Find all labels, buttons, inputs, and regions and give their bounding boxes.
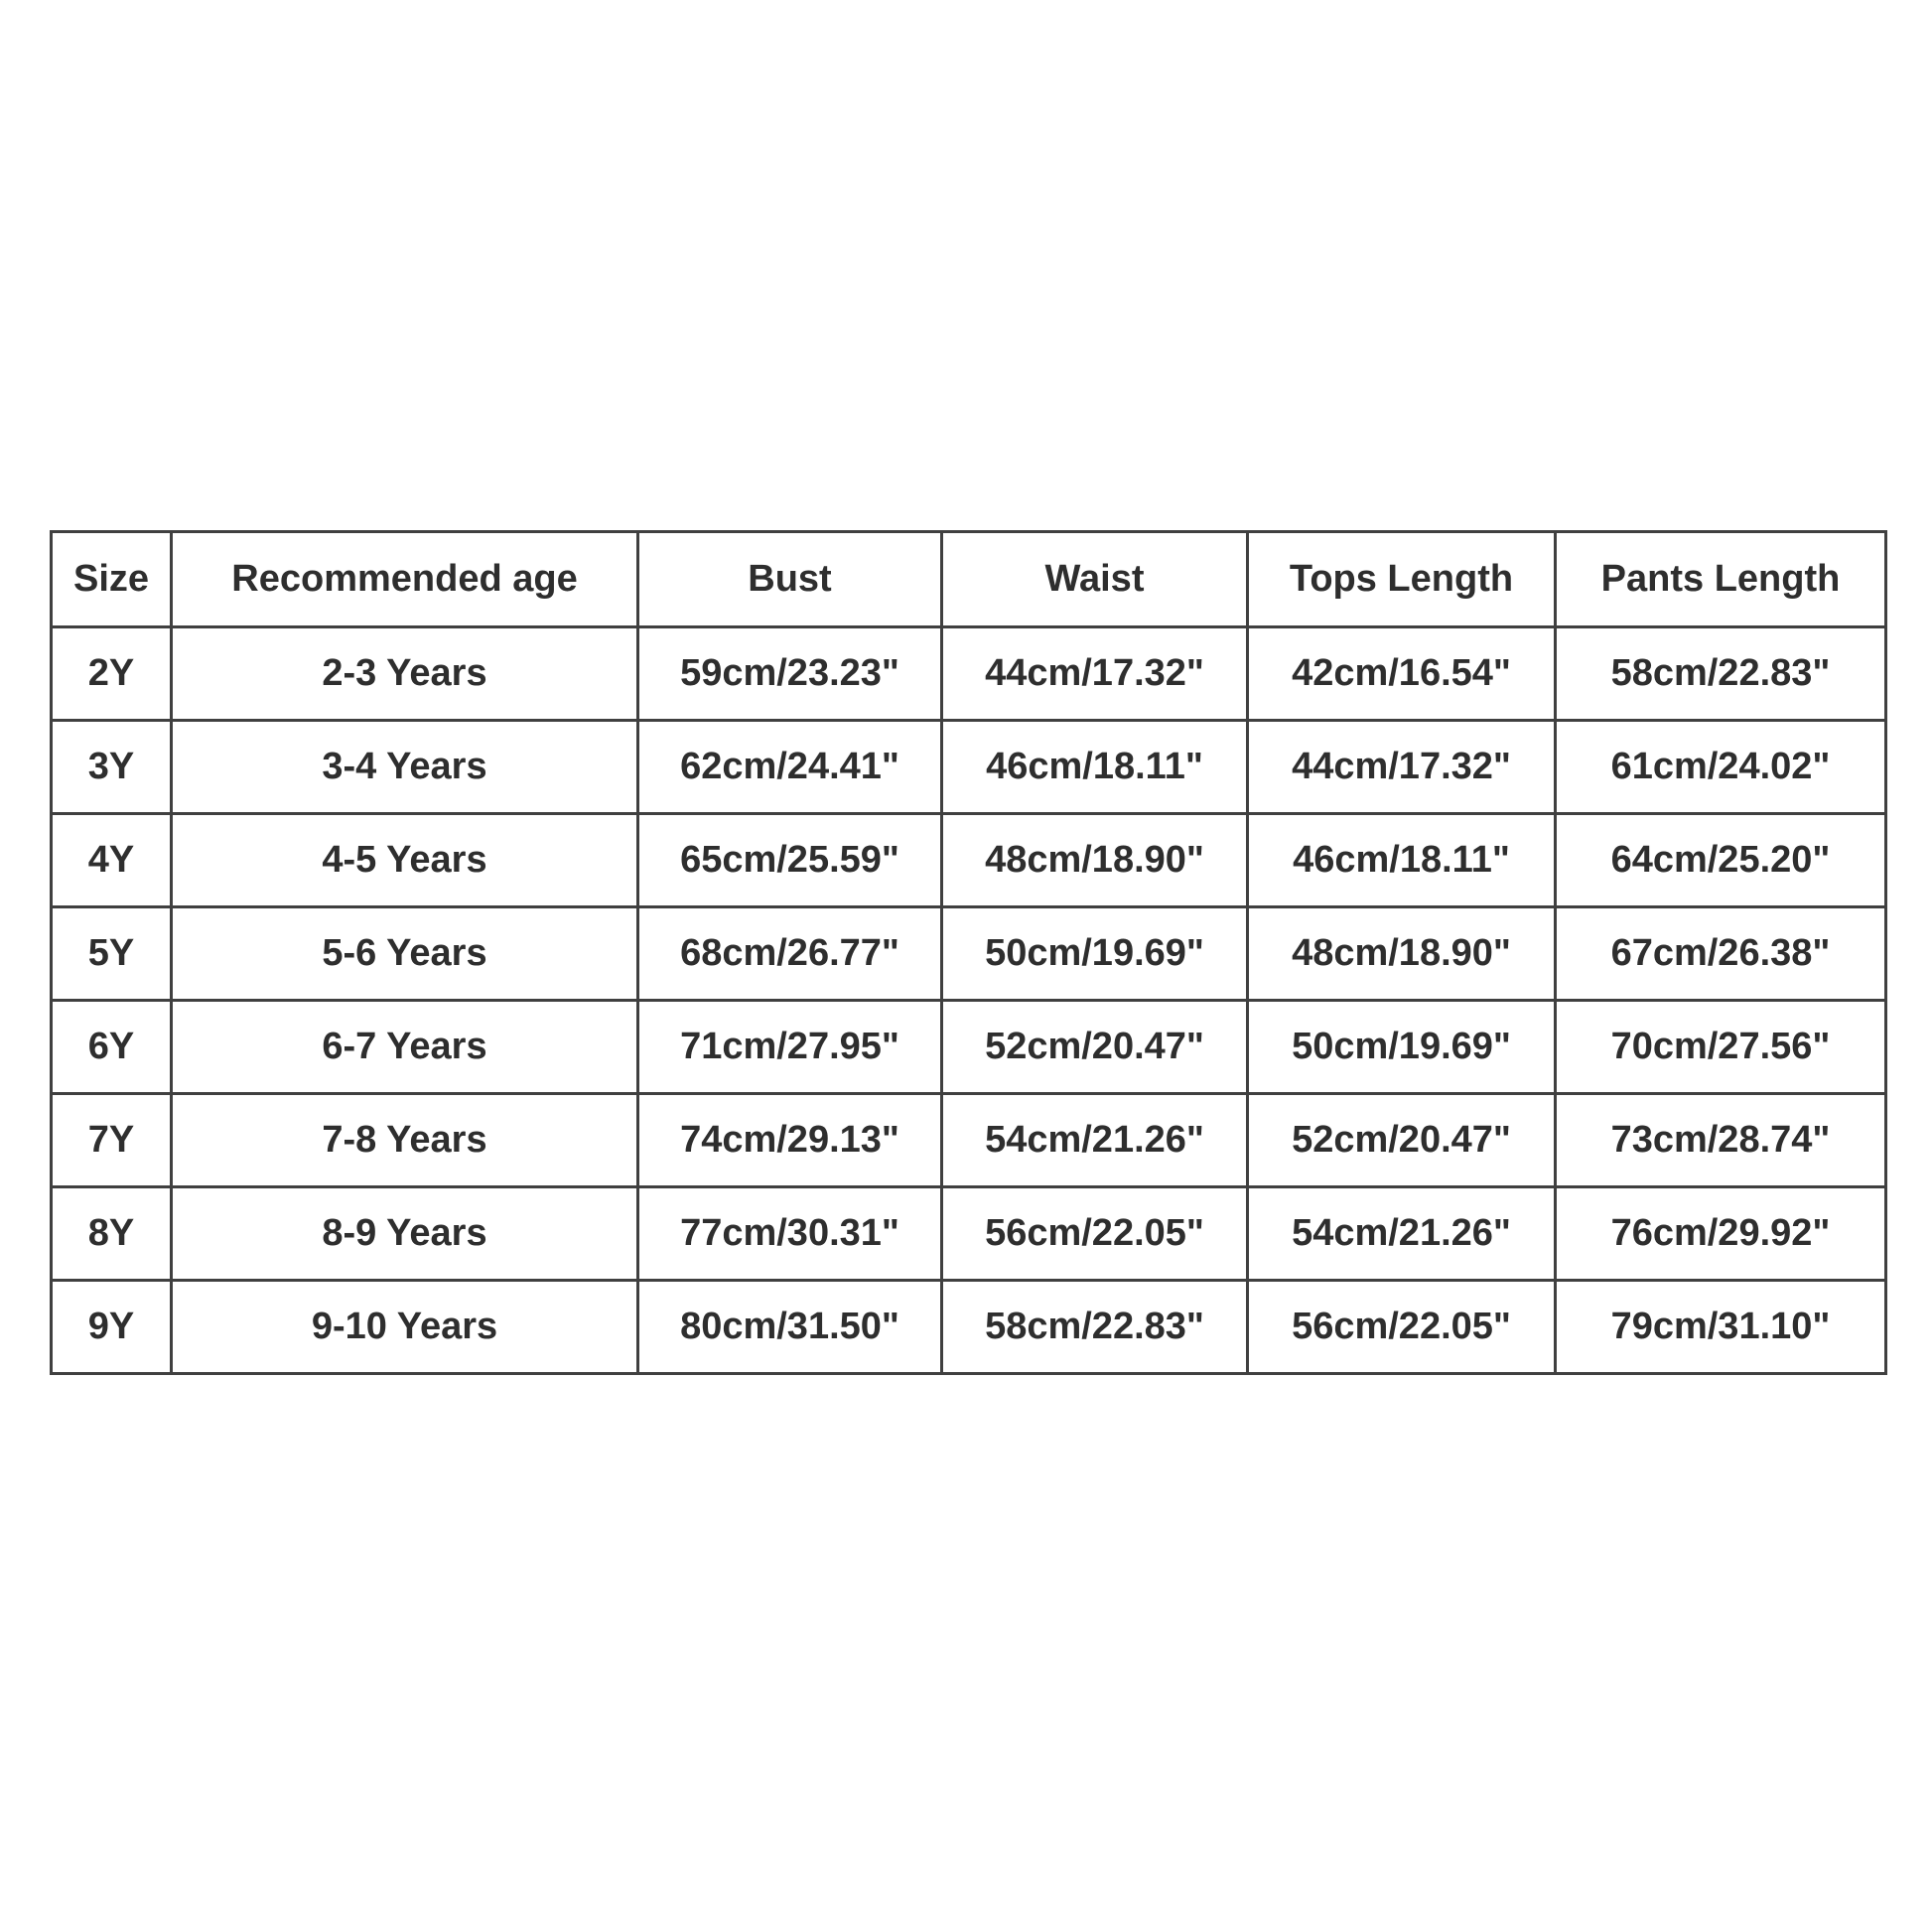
column-header-waist: Waist (942, 532, 1248, 627)
cell-size: 9Y (52, 1281, 172, 1374)
cell-tops-length: 42cm/16.54" (1248, 627, 1556, 721)
cell-recommended-age: 7-8 Years (172, 1094, 638, 1187)
cell-pants-length: 64cm/25.20" (1556, 814, 1886, 907)
cell-pants-length: 61cm/24.02" (1556, 721, 1886, 814)
cell-waist: 44cm/17.32" (942, 627, 1248, 721)
column-header-size: Size (52, 532, 172, 627)
column-header-bust: Bust (638, 532, 942, 627)
cell-waist: 48cm/18.90" (942, 814, 1248, 907)
cell-size: 8Y (52, 1187, 172, 1281)
cell-tops-length: 52cm/20.47" (1248, 1094, 1556, 1187)
cell-recommended-age: 5-6 Years (172, 907, 638, 1001)
cell-waist: 58cm/22.83" (942, 1281, 1248, 1374)
cell-recommended-age: 8-9 Years (172, 1187, 638, 1281)
cell-bust: 77cm/30.31" (638, 1187, 942, 1281)
column-header-pants-length: Pants Length (1556, 532, 1886, 627)
cell-recommended-age: 2-3 Years (172, 627, 638, 721)
cell-size: 3Y (52, 721, 172, 814)
cell-bust: 74cm/29.13" (638, 1094, 942, 1187)
cell-recommended-age: 9-10 Years (172, 1281, 638, 1374)
cell-bust: 65cm/25.59" (638, 814, 942, 907)
cell-pants-length: 76cm/29.92" (1556, 1187, 1886, 1281)
cell-recommended-age: 3-4 Years (172, 721, 638, 814)
cell-bust: 62cm/24.41" (638, 721, 942, 814)
cell-pants-length: 70cm/27.56" (1556, 1001, 1886, 1094)
cell-bust: 68cm/26.77" (638, 907, 942, 1001)
cell-bust: 80cm/31.50" (638, 1281, 942, 1374)
table-row (52, 1001, 1886, 1094)
cell-bust: 59cm/23.23" (638, 627, 942, 721)
table-row (52, 814, 1886, 907)
column-header-recommended-age: Recommended age (172, 532, 638, 627)
cell-recommended-age: 4-5 Years (172, 814, 638, 907)
cell-pants-length: 58cm/22.83" (1556, 627, 1886, 721)
cell-waist: 46cm/18.11" (942, 721, 1248, 814)
cell-pants-length: 67cm/26.38" (1556, 907, 1886, 1001)
cell-size: 2Y (52, 627, 172, 721)
cell-tops-length: 44cm/17.32" (1248, 721, 1556, 814)
cell-waist: 50cm/19.69" (942, 907, 1248, 1001)
cell-size: 6Y (52, 1001, 172, 1094)
table-row (52, 627, 1886, 721)
cell-recommended-age: 6-7 Years (172, 1001, 638, 1094)
table-row (52, 907, 1886, 1001)
cell-pants-length: 73cm/28.74" (1556, 1094, 1886, 1187)
cell-pants-length: 79cm/31.10" (1556, 1281, 1886, 1374)
cell-waist: 54cm/21.26" (942, 1094, 1248, 1187)
table-header-row (52, 532, 1886, 627)
cell-size: 5Y (52, 907, 172, 1001)
cell-bust: 71cm/27.95" (638, 1001, 942, 1094)
cell-size: 7Y (52, 1094, 172, 1187)
table-row (52, 1094, 1886, 1187)
cell-tops-length: 54cm/21.26" (1248, 1187, 1556, 1281)
cell-tops-length: 56cm/22.05" (1248, 1281, 1556, 1374)
table-row (52, 1187, 1886, 1281)
cell-size: 4Y (52, 814, 172, 907)
cell-tops-length: 46cm/18.11" (1248, 814, 1556, 907)
cell-waist: 52cm/20.47" (942, 1001, 1248, 1094)
size-chart-table (50, 530, 1887, 1375)
cell-waist: 56cm/22.05" (942, 1187, 1248, 1281)
cell-tops-length: 50cm/19.69" (1248, 1001, 1556, 1094)
cell-tops-length: 48cm/18.90" (1248, 907, 1556, 1001)
column-header-tops-length: Tops Length (1248, 532, 1556, 627)
table-row (52, 1281, 1886, 1374)
table-row (52, 721, 1886, 814)
